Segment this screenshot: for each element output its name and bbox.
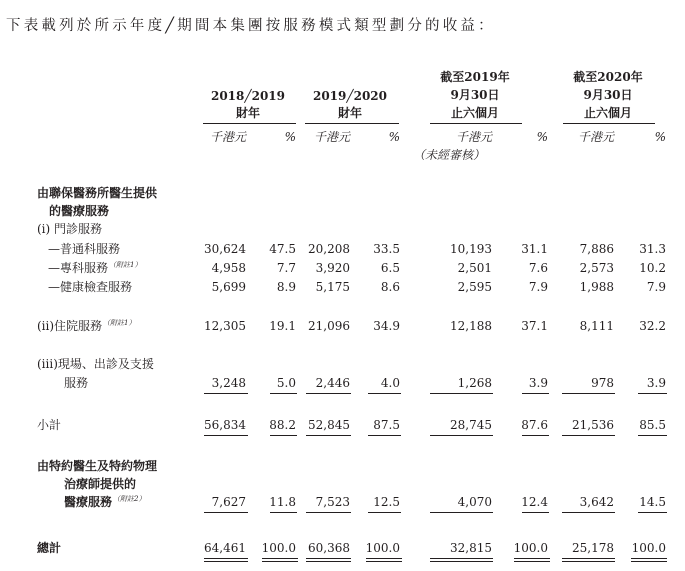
cell-rule: [522, 512, 549, 513]
col-header-6m2020-line3: 止六個月: [583, 106, 632, 120]
label-subtotal: 小計: [37, 418, 62, 432]
cell-value: 5,699: [211, 280, 246, 294]
cell-value: 100.0: [365, 541, 400, 555]
cell-value: 3,248: [211, 376, 246, 390]
total-double-rule: [562, 558, 615, 559]
cell-value: 7.7: [276, 261, 296, 275]
unit-hkd: 千港元: [313, 130, 350, 144]
cell-value: 5,175: [315, 280, 350, 294]
cell-value: 31.1: [521, 242, 548, 256]
section-heading-specialist-end: 醫療服務$^{(附註2)}$: [64, 495, 146, 509]
total-double-rule: [204, 561, 248, 562]
label-total: 總計: [37, 541, 62, 555]
cell-value: 100.0: [261, 541, 296, 555]
cell-value: 87.5: [373, 418, 400, 432]
section-heading-partner: 由聯保醫務所醫生提供: [37, 186, 158, 200]
unit-hkd: 千港元: [455, 130, 492, 144]
cell-value: 8.6: [380, 280, 400, 294]
footnote-ref: （附註1）: [103, 319, 136, 327]
cell-value: 4.0: [380, 376, 400, 390]
unit-pct: %: [388, 130, 400, 144]
header-rule: [430, 123, 522, 124]
total-double-rule: [366, 561, 402, 562]
cell-rule: [430, 435, 493, 436]
cell-value: 2,573: [579, 261, 614, 275]
unit-pct: %: [284, 130, 296, 144]
unit-hkd: 千港元: [209, 130, 246, 144]
cell-value: 1,268: [457, 376, 492, 390]
col-header-6m2019-line2: 9月30日: [450, 88, 500, 102]
section-heading-partner-cont: 的醫療服務: [49, 204, 110, 218]
cell-rule: [522, 435, 549, 436]
label-health-check: —健康檢查服務: [48, 280, 133, 294]
cell-rule: [204, 435, 248, 436]
total-double-rule: [631, 558, 667, 559]
col-header-6m2020-line2: 9月30日: [583, 88, 633, 102]
cell-value: 11.8: [269, 495, 296, 509]
cell-rule: [562, 435, 615, 436]
cell-value: 25,178: [572, 541, 614, 555]
label-specialty: —專科服務$^{(附註1)}$: [48, 261, 142, 275]
cell-rule: [368, 512, 401, 513]
total-double-rule: [631, 561, 667, 562]
cell-value: 88.2: [269, 418, 296, 432]
total-double-rule: [204, 558, 248, 559]
cell-rule: [638, 435, 667, 436]
cell-rule: [306, 393, 351, 394]
cell-value: 7,886: [579, 242, 614, 256]
cell-value: 34.9: [373, 319, 400, 333]
cell-rule: [430, 393, 493, 394]
cell-value: 2,501: [457, 261, 492, 275]
cell-value: 2,446: [315, 376, 350, 390]
cell-value: 7.6: [528, 261, 548, 275]
footnote-ref: （附註2）: [113, 495, 146, 503]
header-rule: [305, 123, 399, 124]
cell-value: 12.4: [521, 495, 548, 509]
col-header-fy2019-year: 2018╱2019: [210, 89, 286, 103]
cell-value: 37.1: [521, 319, 548, 333]
cell-value: 85.5: [639, 418, 666, 432]
cell-value: 8.9: [276, 280, 296, 294]
label-inpatient: (ii)住院服務$^{(附註1)}$: [37, 319, 136, 333]
cell-value: 7.9: [646, 280, 666, 294]
total-double-rule: [306, 558, 351, 559]
col-header-6m2019-line3: 止六個月: [450, 106, 499, 120]
cell-value: 100.0: [513, 541, 548, 555]
cell-rule: [306, 435, 351, 436]
cell-rule: [204, 393, 248, 394]
label-outpatient: (i) 門診服務: [37, 222, 103, 236]
cell-rule: [270, 435, 297, 436]
unit-pct: %: [654, 130, 666, 144]
cell-value: 7.9: [528, 280, 548, 294]
intro-text: 下表載列於所示年度╱期間本集團按服務模式類型劃分的收益：: [6, 18, 496, 34]
cell-value: 10,193: [450, 242, 492, 256]
cell-value: 28,745: [450, 418, 492, 432]
cell-value: 33.5: [373, 242, 400, 256]
label-onsite: (iii)現場、出診及支援: [37, 357, 154, 371]
cell-rule: [430, 512, 493, 513]
cell-value: 64,461: [204, 541, 246, 555]
footnote-ref: （附註1）: [109, 261, 142, 269]
total-double-rule: [366, 558, 402, 559]
cell-value: 60,368: [308, 541, 350, 555]
cell-rule: [204, 512, 248, 513]
cell-rule: [522, 393, 549, 394]
cell-value: 12,305: [204, 319, 246, 333]
cell-value: 3.9: [646, 376, 666, 390]
total-double-rule: [430, 561, 493, 562]
total-double-rule: [430, 558, 493, 559]
cell-value: 32.2: [639, 319, 666, 333]
cell-value: 2,595: [457, 280, 492, 294]
cell-value: 87.6: [521, 418, 548, 432]
cell-value: 56,834: [204, 418, 246, 432]
cell-value: 14.5: [639, 495, 666, 509]
col-header-fy2020-year: 2019╱2020: [312, 89, 388, 103]
section-heading-specialist-cont: 治療師提供的: [64, 477, 137, 491]
cell-value: 1,988: [579, 280, 614, 294]
section-heading-specialist: 由特約醫生及特約物理: [37, 459, 158, 473]
cell-rule: [638, 393, 667, 394]
cell-value: 3.9: [528, 376, 548, 390]
cell-value: 7,523: [315, 495, 350, 509]
cell-rule: [270, 512, 297, 513]
cell-value: 3,920: [315, 261, 350, 275]
cell-value: 31.3: [639, 242, 666, 256]
cell-value: 6.5: [380, 261, 400, 275]
cell-value: 100.0: [631, 541, 666, 555]
cell-value: 4,070: [457, 495, 492, 509]
cell-value: 32,815: [450, 541, 492, 555]
cell-value: 20,208: [308, 242, 350, 256]
cell-value: 7,627: [211, 495, 246, 509]
label-onsite-cont: 服務: [64, 376, 89, 390]
cell-value: 4,958: [211, 261, 246, 275]
unit-pct: %: [536, 130, 548, 144]
header-rule: [563, 123, 655, 124]
cell-value: 47.5: [269, 242, 296, 256]
cell-rule: [368, 393, 401, 394]
cell-value: 3,642: [579, 495, 614, 509]
cell-value: 52,845: [308, 418, 350, 432]
cell-rule: [562, 393, 615, 394]
col-header-6m2019-line1: 截至2019年: [440, 70, 510, 84]
col-header-fy2020-label: 財年: [337, 106, 362, 120]
unit-hkd: 千港元: [577, 130, 614, 144]
total-double-rule: [262, 558, 298, 559]
cell-value: 19.1: [269, 319, 296, 333]
cell-value: 21,096: [308, 319, 350, 333]
unit-unaudited: （未經審核）: [413, 148, 486, 162]
col-header-fy2019-label: 財年: [235, 106, 260, 120]
cell-value: 12.5: [373, 495, 400, 509]
cell-rule: [368, 435, 401, 436]
cell-value: 12,188: [450, 319, 492, 333]
cell-value: 30,624: [204, 242, 246, 256]
total-double-rule: [262, 561, 298, 562]
cell-value: 978: [591, 376, 614, 390]
total-double-rule: [514, 561, 550, 562]
cell-value: 5.0: [276, 376, 296, 390]
total-double-rule: [514, 558, 550, 559]
cell-value: 10.2: [639, 261, 666, 275]
col-header-6m2020-line1: 截至2020年: [573, 70, 643, 84]
cell-value: 8,111: [579, 319, 614, 333]
cell-rule: [306, 512, 351, 513]
header-rule: [203, 123, 296, 124]
cell-value: 21,536: [572, 418, 614, 432]
label-general: —普通科服務: [48, 242, 121, 256]
cell-rule: [562, 512, 615, 513]
total-double-rule: [306, 561, 351, 562]
total-double-rule: [562, 561, 615, 562]
cell-rule: [270, 393, 297, 394]
cell-rule: [638, 512, 667, 513]
